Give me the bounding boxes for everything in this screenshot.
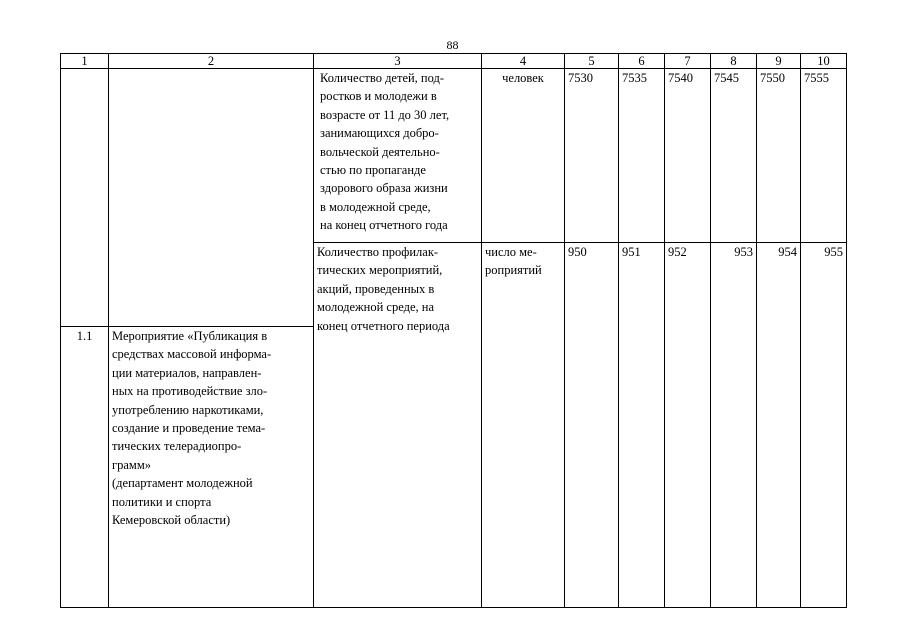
indicator-1-line: стью по пропаганде — [320, 163, 426, 178]
indicator-2-value-cell — [619, 242, 665, 608]
indicator-1-name — [317, 69, 478, 235]
indicator-1-line: на конец отчетного года — [320, 218, 448, 233]
indicator-1-line: здорового образа жизни — [320, 181, 448, 196]
indicator-2-name — [317, 242, 478, 335]
indicator-1-line: возрасте от 11 до 30 лет, — [320, 107, 450, 122]
activity-line: употреблению наркотиками, — [112, 402, 264, 417]
indicator-2-unit-line: число ме- — [485, 245, 537, 259]
indicator-2-line: Количество профилак- — [317, 245, 439, 259]
indicator-1-value: 7555 — [801, 69, 847, 243]
activity-line: ных на противодействие зло- — [112, 384, 268, 399]
activity-line: Кемеровской области) — [112, 513, 231, 528]
indicator-name-cell — [314, 69, 482, 243]
indicator-2-value: 951 — [622, 245, 641, 259]
column-header: 5 — [565, 54, 619, 69]
page-number: 88 — [446, 38, 459, 52]
indicator-2-line: молодежной среде, на — [317, 300, 434, 315]
indicator-2-line: конец отчетного периода — [317, 318, 450, 333]
column-header: 9 — [757, 54, 801, 69]
indicator-2-value: 950 — [568, 245, 587, 259]
table-row — [61, 69, 847, 243]
indicator-2-value: 954 — [778, 245, 797, 259]
indicator-2-value: 955 — [824, 245, 843, 259]
indicator-2-value-cell — [565, 242, 619, 608]
indicator-2-line: тических мероприятий, — [317, 263, 443, 278]
column-header: 7 — [665, 54, 711, 69]
activity-line: грамм» — [112, 457, 151, 472]
header-row — [61, 54, 847, 69]
indicator-1-value: 7545 — [711, 69, 757, 243]
table-row — [61, 242, 847, 608]
indicator-2-unit-line: роприятий — [485, 263, 542, 278]
column-header: 3 — [314, 54, 482, 69]
activity-line: политики и спорта — [112, 494, 212, 509]
indicator-2-value-cell — [801, 242, 847, 608]
indicator-1-value: 7550 — [757, 69, 801, 243]
indicator-2-value-cell — [711, 242, 757, 608]
indicator-1-value: 7535 — [619, 69, 665, 243]
indicator-name-cell — [314, 242, 482, 608]
indicator-2-value-cell — [665, 242, 711, 608]
column-header: 4 — [482, 54, 565, 69]
indicator-2-value-cell — [757, 242, 801, 608]
column-header: 1 — [61, 54, 109, 69]
indicator-1-line: Количество детей, под- — [320, 71, 445, 85]
indicator-1-line: в молодежной среде, — [320, 199, 431, 214]
indicator-2-unit — [482, 242, 565, 608]
indicator-1-line: вольческой деятельно- — [320, 144, 440, 159]
activity-line: создание и проведение тема- — [112, 421, 266, 436]
activity-number: 1.1 — [76, 329, 93, 343]
indicator-table — [60, 53, 847, 608]
activity-text-cell — [109, 69, 314, 243]
indicator-2-line: акций, проведенных в — [317, 281, 435, 296]
indicator-1-line: ростков и молодежи в — [320, 89, 437, 104]
activity-line: (департамент молодежной — [112, 476, 253, 491]
column-header: 2 — [109, 54, 314, 69]
activity-line: средствах массовой информа- — [112, 347, 272, 362]
activity-line: ции материалов, направлен- — [112, 365, 262, 380]
indicator-1-value: 7530 — [565, 69, 619, 243]
activity-text-cell — [109, 242, 314, 608]
activity-line: тических телерадиопро- — [112, 439, 242, 454]
activity-description — [112, 326, 310, 529]
activity-line: Мероприятие «Публикация в — [112, 329, 268, 343]
indicator-1-unit: человек — [482, 69, 565, 243]
indicator-2-value: 953 — [734, 245, 753, 259]
indicator-2-value: 952 — [668, 245, 687, 259]
activity-number-cell — [61, 242, 109, 608]
indicator-1-value: 7540 — [665, 69, 711, 243]
column-header: 10 — [801, 54, 847, 69]
column-header: 8 — [711, 54, 757, 69]
indicator-1-line: занимающихся добро- — [320, 126, 439, 141]
column-header: 6 — [619, 54, 665, 69]
activity-number-cell — [61, 69, 109, 243]
